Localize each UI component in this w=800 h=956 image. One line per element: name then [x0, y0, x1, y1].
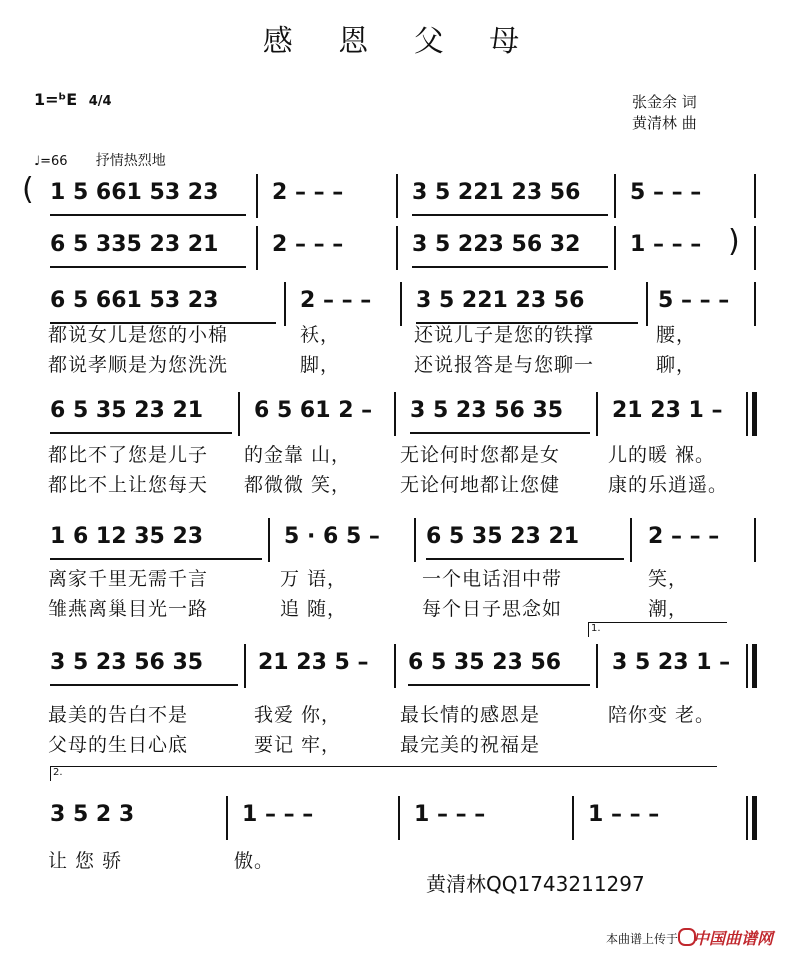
- lyric: 儿的暖 褓。: [608, 444, 716, 466]
- lyric-line-6b: [48, 730, 778, 758]
- volta-bracket-1: [588, 622, 727, 637]
- measure: 6 5 35 23 21: [426, 524, 580, 549]
- measure: 6 5 661 53 23: [50, 288, 219, 313]
- lyric: 追 随，: [280, 598, 348, 620]
- staff-line-6: [28, 644, 768, 688]
- underline: [50, 432, 232, 434]
- measure: 1 6 12 35 23: [50, 524, 204, 549]
- lyric-line-5b: [48, 594, 778, 622]
- composer: 黄清林 曲: [632, 114, 697, 132]
- barline: [572, 796, 574, 840]
- lyric: 最完美的祝福是: [400, 734, 541, 756]
- barline: [614, 174, 616, 218]
- lyric: 最美的告白不是: [48, 704, 189, 726]
- barline: [614, 226, 616, 270]
- measure: 3 5 221 23 56: [416, 288, 585, 313]
- close-paren: ): [728, 224, 740, 259]
- measure: 1 – – –: [588, 802, 660, 827]
- lyric: 万 语，: [280, 568, 348, 590]
- lyric-line-3b: [48, 350, 778, 378]
- lyric: 脚，: [300, 354, 341, 376]
- underline: [410, 432, 590, 434]
- lyric: 都说女儿是您的小棉: [48, 324, 229, 346]
- underline: [426, 558, 624, 560]
- underline: [50, 266, 246, 268]
- lyric: 康的乐逍遥。: [608, 474, 729, 496]
- measure: 5 – – –: [658, 288, 730, 313]
- lyric: 父母的生日心底: [48, 734, 189, 756]
- barline: [596, 644, 598, 688]
- lyric: 无论何时您都是女: [400, 444, 561, 466]
- measure: 2 – – –: [300, 288, 372, 313]
- lyric: 傲。: [234, 850, 275, 872]
- measure: 3 5 2 3: [50, 802, 135, 827]
- lyric: 最长情的感恩是: [400, 704, 541, 726]
- lyricist: 张金余 词: [632, 93, 697, 111]
- lyric-line-3a: [48, 320, 778, 348]
- lyric-line-4b: [48, 470, 778, 498]
- lyric: 潮，: [648, 598, 689, 620]
- lyric-line-5a: [48, 564, 778, 592]
- lyric: 陪你变 老。: [608, 704, 716, 726]
- lyric: 离家千里无需千言: [48, 568, 209, 590]
- volta-bracket-2: [50, 766, 717, 781]
- key-label: 1=ᵇE: [34, 90, 78, 109]
- measure: 3 5 221 23 56: [412, 180, 581, 205]
- lyric: 雏燕离巢目光一路: [48, 598, 209, 620]
- lyric: 都说孝顺是为您洗洗: [48, 354, 229, 376]
- lyric: 我爱 你，: [254, 704, 342, 726]
- measure: 3 5 23 56 35: [50, 650, 204, 675]
- barline: [396, 226, 398, 270]
- lyric: 都比不上让您每天: [48, 474, 209, 496]
- measure: 6 5 35 23 56: [408, 650, 562, 675]
- measure: 6 5 61 2 –: [254, 398, 373, 423]
- measure: 3 5 223 56 32: [412, 232, 581, 257]
- staff-line-2: [28, 226, 768, 270]
- barline: [244, 644, 246, 688]
- lyric: 让 您 骄: [48, 850, 123, 872]
- lyric: 无论何地都让您健: [400, 474, 561, 496]
- staff-line-5: [28, 518, 768, 562]
- underline: [50, 684, 238, 686]
- tempo-marking: [34, 150, 166, 170]
- credits: [632, 92, 697, 134]
- time-signature: 4/4: [88, 94, 112, 109]
- measure: 1 – – –: [630, 232, 702, 257]
- underline: [50, 558, 262, 560]
- score-title: 感 恩 父 母: [262, 24, 538, 59]
- measure: 21 23 5 –: [258, 650, 369, 675]
- barline: [746, 644, 748, 688]
- lyric: 都微微 笑，: [244, 474, 352, 496]
- barline: [414, 518, 416, 562]
- barline: [396, 174, 398, 218]
- final-barline: [752, 796, 757, 840]
- staff-line-1: [22, 172, 768, 218]
- measure: 1 – – –: [414, 802, 486, 827]
- staff-line-7: [28, 796, 768, 840]
- barline: [268, 518, 270, 562]
- lyric: 要记 牢，: [254, 734, 342, 756]
- barline: [256, 226, 258, 270]
- lyric: 一个电话泪中带: [422, 568, 563, 590]
- volta-label: 1.: [591, 623, 601, 634]
- repeat-barline: [752, 644, 757, 688]
- underline: [50, 214, 246, 216]
- measure: 2 – – –: [272, 180, 344, 205]
- barline: [256, 174, 258, 218]
- barline: [630, 518, 632, 562]
- barline: [754, 174, 756, 218]
- underline: [412, 266, 608, 268]
- barline: [394, 644, 396, 688]
- lyric: 还说报答是与您聊一: [414, 354, 595, 376]
- underline: [412, 214, 608, 216]
- tempo-value: ♩=66: [34, 154, 68, 169]
- barline: [398, 796, 400, 840]
- measure: 3 5 23 1 –: [612, 650, 731, 675]
- measure: 6 5 35 23 21: [50, 398, 204, 423]
- measure: 5 · 6 5 –: [284, 524, 380, 549]
- measure: 21 23 1 –: [612, 398, 723, 423]
- barline: [226, 796, 228, 840]
- barline: [754, 226, 756, 270]
- lyric-line-4a: [48, 440, 778, 468]
- lyric: 每个日子思念如: [422, 598, 563, 620]
- measure: 2 – – –: [648, 524, 720, 549]
- site-logo-text: 中国曲谱网: [693, 929, 774, 948]
- measure: 2 – – –: [272, 232, 344, 257]
- barline: [746, 796, 748, 840]
- expression-text: 抒情热烈地: [95, 153, 166, 169]
- measure: 6 5 335 23 21: [50, 232, 219, 257]
- footer-text: 本曲谱上传于: [606, 932, 679, 946]
- lyric: 都比不了您是儿子: [48, 444, 209, 466]
- staff-line-4: [28, 392, 768, 436]
- repeat-barline: [752, 392, 757, 436]
- barline: [754, 518, 756, 562]
- lyric: 聊，: [656, 354, 697, 376]
- lyric: 笑，: [648, 568, 689, 590]
- lyric: 还说儿子是您的铁撑: [414, 324, 595, 346]
- barline: [746, 392, 748, 436]
- volta-label: 2.: [53, 767, 63, 778]
- lyric: 腰，: [656, 324, 697, 346]
- barline: [596, 392, 598, 436]
- measure: 1 – – –: [242, 802, 314, 827]
- author-watermark: 黄清林QQ1743211297: [426, 872, 645, 896]
- lyric: 的金靠 山，: [244, 444, 352, 466]
- underline: [408, 684, 590, 686]
- barline: [238, 392, 240, 436]
- lyric-line-7: [48, 846, 778, 874]
- open-paren: (: [22, 172, 34, 207]
- lyric-line-6a: [48, 700, 778, 728]
- measure: 1 5 661 53 23: [50, 180, 219, 205]
- measure: 3 5 23 56 35: [410, 398, 564, 423]
- measure: 5 – – –: [630, 180, 702, 205]
- lyric: 袄，: [300, 324, 341, 346]
- barline: [394, 392, 396, 436]
- key-signature: [34, 90, 112, 109]
